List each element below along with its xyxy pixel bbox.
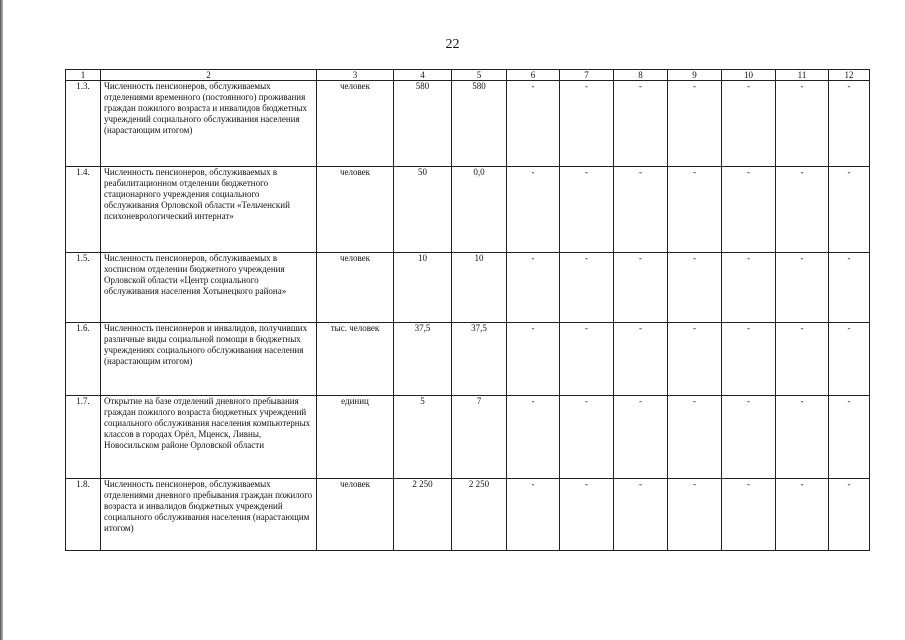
row-number: 1.8. <box>66 479 101 551</box>
indicator-description: Численность пенсионеров, обслуживаемых в реабилитационном отделении бюджетного стационарного учреждения социального обслуживания Орловской области «Тельченский психоневрологический интернат» <box>101 167 317 253</box>
column-header: 5 <box>452 70 507 81</box>
value-col-9: - <box>668 323 722 396</box>
value-col-5: 7 <box>452 396 507 479</box>
column-header: 11 <box>776 70 829 81</box>
value-col-11: - <box>776 167 829 253</box>
value-col-8: - <box>614 479 668 551</box>
value-col-7: - <box>560 167 614 253</box>
value-col-11: - <box>776 253 829 323</box>
value-col-11: - <box>776 479 829 551</box>
column-header: 1 <box>66 70 101 81</box>
value-col-8: - <box>614 167 668 253</box>
table-row <box>66 81 870 167</box>
value-col-9: - <box>668 396 722 479</box>
value-col-6: - <box>507 167 560 253</box>
column-header: 12 <box>829 70 870 81</box>
unit-of-measure: тыс. человек <box>317 323 394 396</box>
value-col-5: 580 <box>452 81 507 167</box>
value-col-5: 0,0 <box>452 167 507 253</box>
page-number: 22 <box>445 37 460 52</box>
value-col-7: - <box>560 81 614 167</box>
value-col-11: - <box>776 396 829 479</box>
row-number: 1.7. <box>66 396 101 479</box>
value-col-9: - <box>668 253 722 323</box>
column-header: 9 <box>668 70 722 81</box>
value-col-7: - <box>560 253 614 323</box>
indicator-description: Численность пенсионеров и инвалидов, получивших различные виды социальной помощи в бюджетных учреждениях социального обслуживания населения (нарастающим итогом) <box>101 323 317 396</box>
value-col-11: - <box>776 323 829 396</box>
table-header-row <box>66 70 870 81</box>
column-header: 4 <box>394 70 452 81</box>
table-row <box>66 253 870 323</box>
value-col-7: - <box>560 396 614 479</box>
value-col-4: 2 250 <box>394 479 452 551</box>
table-row <box>66 323 870 396</box>
row-number: 1.6. <box>66 323 101 396</box>
row-number: 1.5. <box>66 253 101 323</box>
value-col-10: - <box>722 479 776 551</box>
value-col-4: 37,5 <box>394 323 452 396</box>
value-col-10: - <box>722 81 776 167</box>
value-col-11: - <box>776 81 829 167</box>
table-row <box>66 167 870 253</box>
column-header: 10 <box>722 70 776 81</box>
value-col-8: - <box>614 323 668 396</box>
value-col-12: - <box>829 396 870 479</box>
value-col-10: - <box>722 167 776 253</box>
value-col-4: 10 <box>394 253 452 323</box>
value-col-7: - <box>560 479 614 551</box>
value-col-6: - <box>507 479 560 551</box>
indicator-description: Численность пенсионеров, обслуживаемых в хосписном отделении бюджетного учреждения Орловской области «Центр социального обслуживания населения Хотынецкого района» <box>101 253 317 323</box>
value-col-12: - <box>829 479 870 551</box>
indicators-table <box>65 69 870 551</box>
unit-of-measure: человек <box>317 253 394 323</box>
value-col-4: 580 <box>394 81 452 167</box>
indicator-description: Открытие на базе отделений дневного пребывания граждан пожилого возраста бюджетных учреждений социального обслуживания населения компьютерных классов в городах Орёл, Мценск, Ливны, Новосильском районе Орловской области <box>101 396 317 479</box>
value-col-9: - <box>668 81 722 167</box>
row-number: 1.4. <box>66 167 101 253</box>
value-col-6: - <box>507 323 560 396</box>
value-col-8: - <box>614 253 668 323</box>
indicator-description: Численность пенсионеров, обслуживаемых отделениями временного (постоянного) проживания граждан пожилого возраста и инвалидов бюджетных учреждений социального обслуживания населения (нарастающим итогом) <box>101 81 317 167</box>
unit-of-measure: человек <box>317 81 394 167</box>
table-row <box>66 479 870 551</box>
column-header: 6 <box>507 70 560 81</box>
column-header: 7 <box>560 70 614 81</box>
unit-of-measure: единиц <box>317 396 394 479</box>
value-col-12: - <box>829 167 870 253</box>
value-col-6: - <box>507 253 560 323</box>
row-number: 1.3. <box>66 81 101 167</box>
indicator-description: Численность пенсионеров, обслуживаемых отделениями дневного пребывания граждан пожилого возраста и инвалидов бюджетных учреждений социального обслуживания населения (нарастающим итогом) <box>101 479 317 551</box>
column-header: 8 <box>614 70 668 81</box>
scan-edge <box>0 0 3 640</box>
value-col-12: - <box>829 81 870 167</box>
value-col-10: - <box>722 396 776 479</box>
unit-of-measure: человек <box>317 167 394 253</box>
column-header: 3 <box>317 70 394 81</box>
value-col-8: - <box>614 396 668 479</box>
value-col-8: - <box>614 81 668 167</box>
value-col-10: - <box>722 323 776 396</box>
value-col-4: 5 <box>394 396 452 479</box>
value-col-6: - <box>507 81 560 167</box>
unit-of-measure: человек <box>317 479 394 551</box>
value-col-10: - <box>722 253 776 323</box>
value-col-12: - <box>829 253 870 323</box>
value-col-9: - <box>668 167 722 253</box>
value-col-5: 2 250 <box>452 479 507 551</box>
value-col-6: - <box>507 396 560 479</box>
column-header: 2 <box>101 70 317 81</box>
value-col-12: - <box>829 323 870 396</box>
value-col-9: - <box>668 479 722 551</box>
value-col-5: 37,5 <box>452 323 507 396</box>
value-col-7: - <box>560 323 614 396</box>
table-row <box>66 396 870 479</box>
value-col-5: 10 <box>452 253 507 323</box>
value-col-4: 50 <box>394 167 452 253</box>
